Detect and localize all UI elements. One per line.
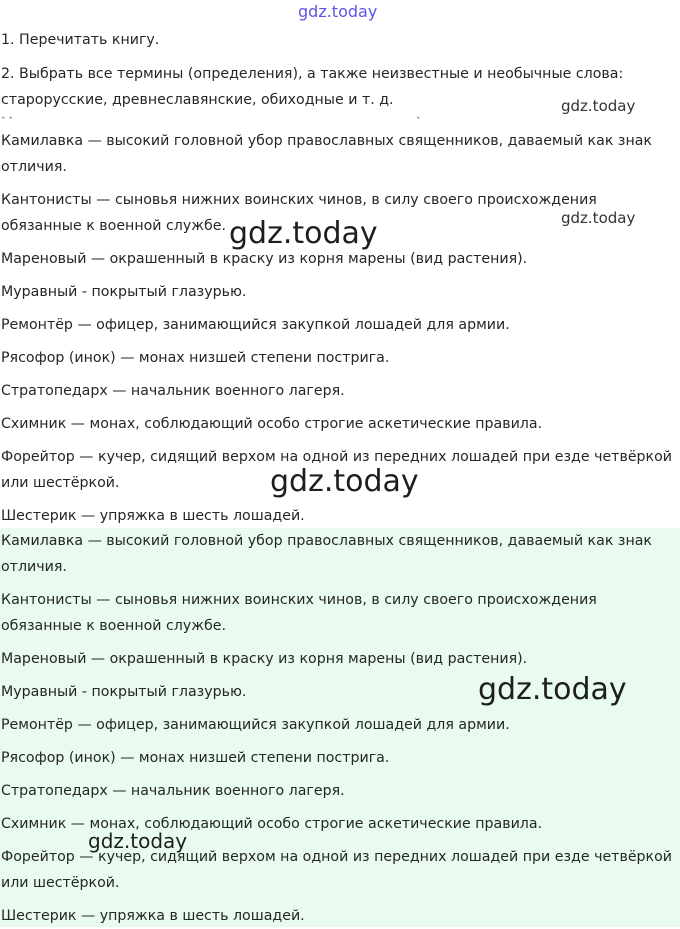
term-kantonisty-line1: Кантонисты — сыновья нижних воинских чинов, в силу своего происхождения xyxy=(1,592,597,608)
term-rjasofor: Рясофор (инок) — монах низшей степени пострига. xyxy=(1,350,390,366)
term-foreitor-line1: Форейтор — кучер, сидящий верхом на одной из передних лошадей при езде четвёркой xyxy=(1,849,673,865)
watermark: gdz.today xyxy=(270,464,419,499)
term-kantonisty-line2: обязанные к военной службе. xyxy=(1,218,227,234)
term-kamilavka-line1: Камилавка — высокий головной убор православных священников, даваемый как знак xyxy=(1,133,652,149)
term-stratopedarkh: Стратопедарх — начальник военного лагеря. xyxy=(1,783,345,799)
step-2-continued: старорусские, древнеславянские, обиходные и т. д. xyxy=(1,92,394,108)
term-foreitor-line2: или шестёркой. xyxy=(1,475,120,491)
term-remonter: Ремонтёр — офицер, занимающийся закупкой лошадей для армии. xyxy=(1,717,510,733)
watermark: gdz.today xyxy=(88,829,188,853)
term-skhimnik: Схимник — монах, соблюдающий особо строгие аскетические правила. xyxy=(1,816,543,832)
term-shesterik: Шестерик — упряжка в шесть лошадей. xyxy=(1,908,305,924)
term-stratopedarkh: Стратопедарх — начальник военного лагеря. xyxy=(1,383,345,399)
term-kantonisty-line2: обязанные к военной службе. xyxy=(1,618,227,634)
step-2: 2. Выбрать все термины (определения), а также неизвестные и необычные слова: xyxy=(1,66,624,82)
clipped-text-fragment: ˇ xyxy=(416,117,421,127)
term-muravny: Муравный - покрытый глазурью. xyxy=(1,284,247,300)
term-kantonisty-line1: Кантонисты — сыновья нижних воинских чинов, в силу своего происхождения xyxy=(1,192,597,208)
term-remonter: Ремонтёр — офицер, занимающийся закупкой лошадей для армии. xyxy=(1,317,510,333)
watermark: gdz.today xyxy=(229,216,378,251)
term-rjasofor: Рясофор (инок) — монах низшей степени пострига. xyxy=(1,750,390,766)
term-skhimnik: Схимник — монах, соблюдающий особо строгие аскетические правила. xyxy=(1,416,543,432)
term-kamilavka-line2: отличия. xyxy=(1,559,67,575)
watermark: gdz.today xyxy=(478,672,627,707)
term-foreitor-line2: или шестёркой. xyxy=(1,875,120,891)
term-kamilavka-line2: отличия. xyxy=(1,159,67,175)
clipped-text-fragment: ˆ ˆ xyxy=(1,117,13,127)
watermark: gdz.today xyxy=(561,97,636,115)
term-kamilavka-line1: Камилавка — высокий головной убор православных священников, даваемый как знак xyxy=(1,533,652,549)
term-foreitor-line1: Форейтор — кучер, сидящий верхом на одной из передних лошадей при езде четвёркой xyxy=(1,449,673,465)
watermark: gdz.today xyxy=(298,2,378,21)
step-1: 1. Перечитать книгу. xyxy=(1,32,160,48)
term-shesterik: Шестерик — упряжка в шесть лошадей. xyxy=(1,508,305,524)
term-marenovy: Мареновый — окрашенный в краску из корня марены (вид растения). xyxy=(1,651,528,667)
term-marenovy: Мареновый — окрашенный в краску из корня марены (вид растения). xyxy=(1,251,528,267)
term-muravny: Муравный - покрытый глазурью. xyxy=(1,684,247,700)
watermark: gdz.today xyxy=(561,209,636,227)
